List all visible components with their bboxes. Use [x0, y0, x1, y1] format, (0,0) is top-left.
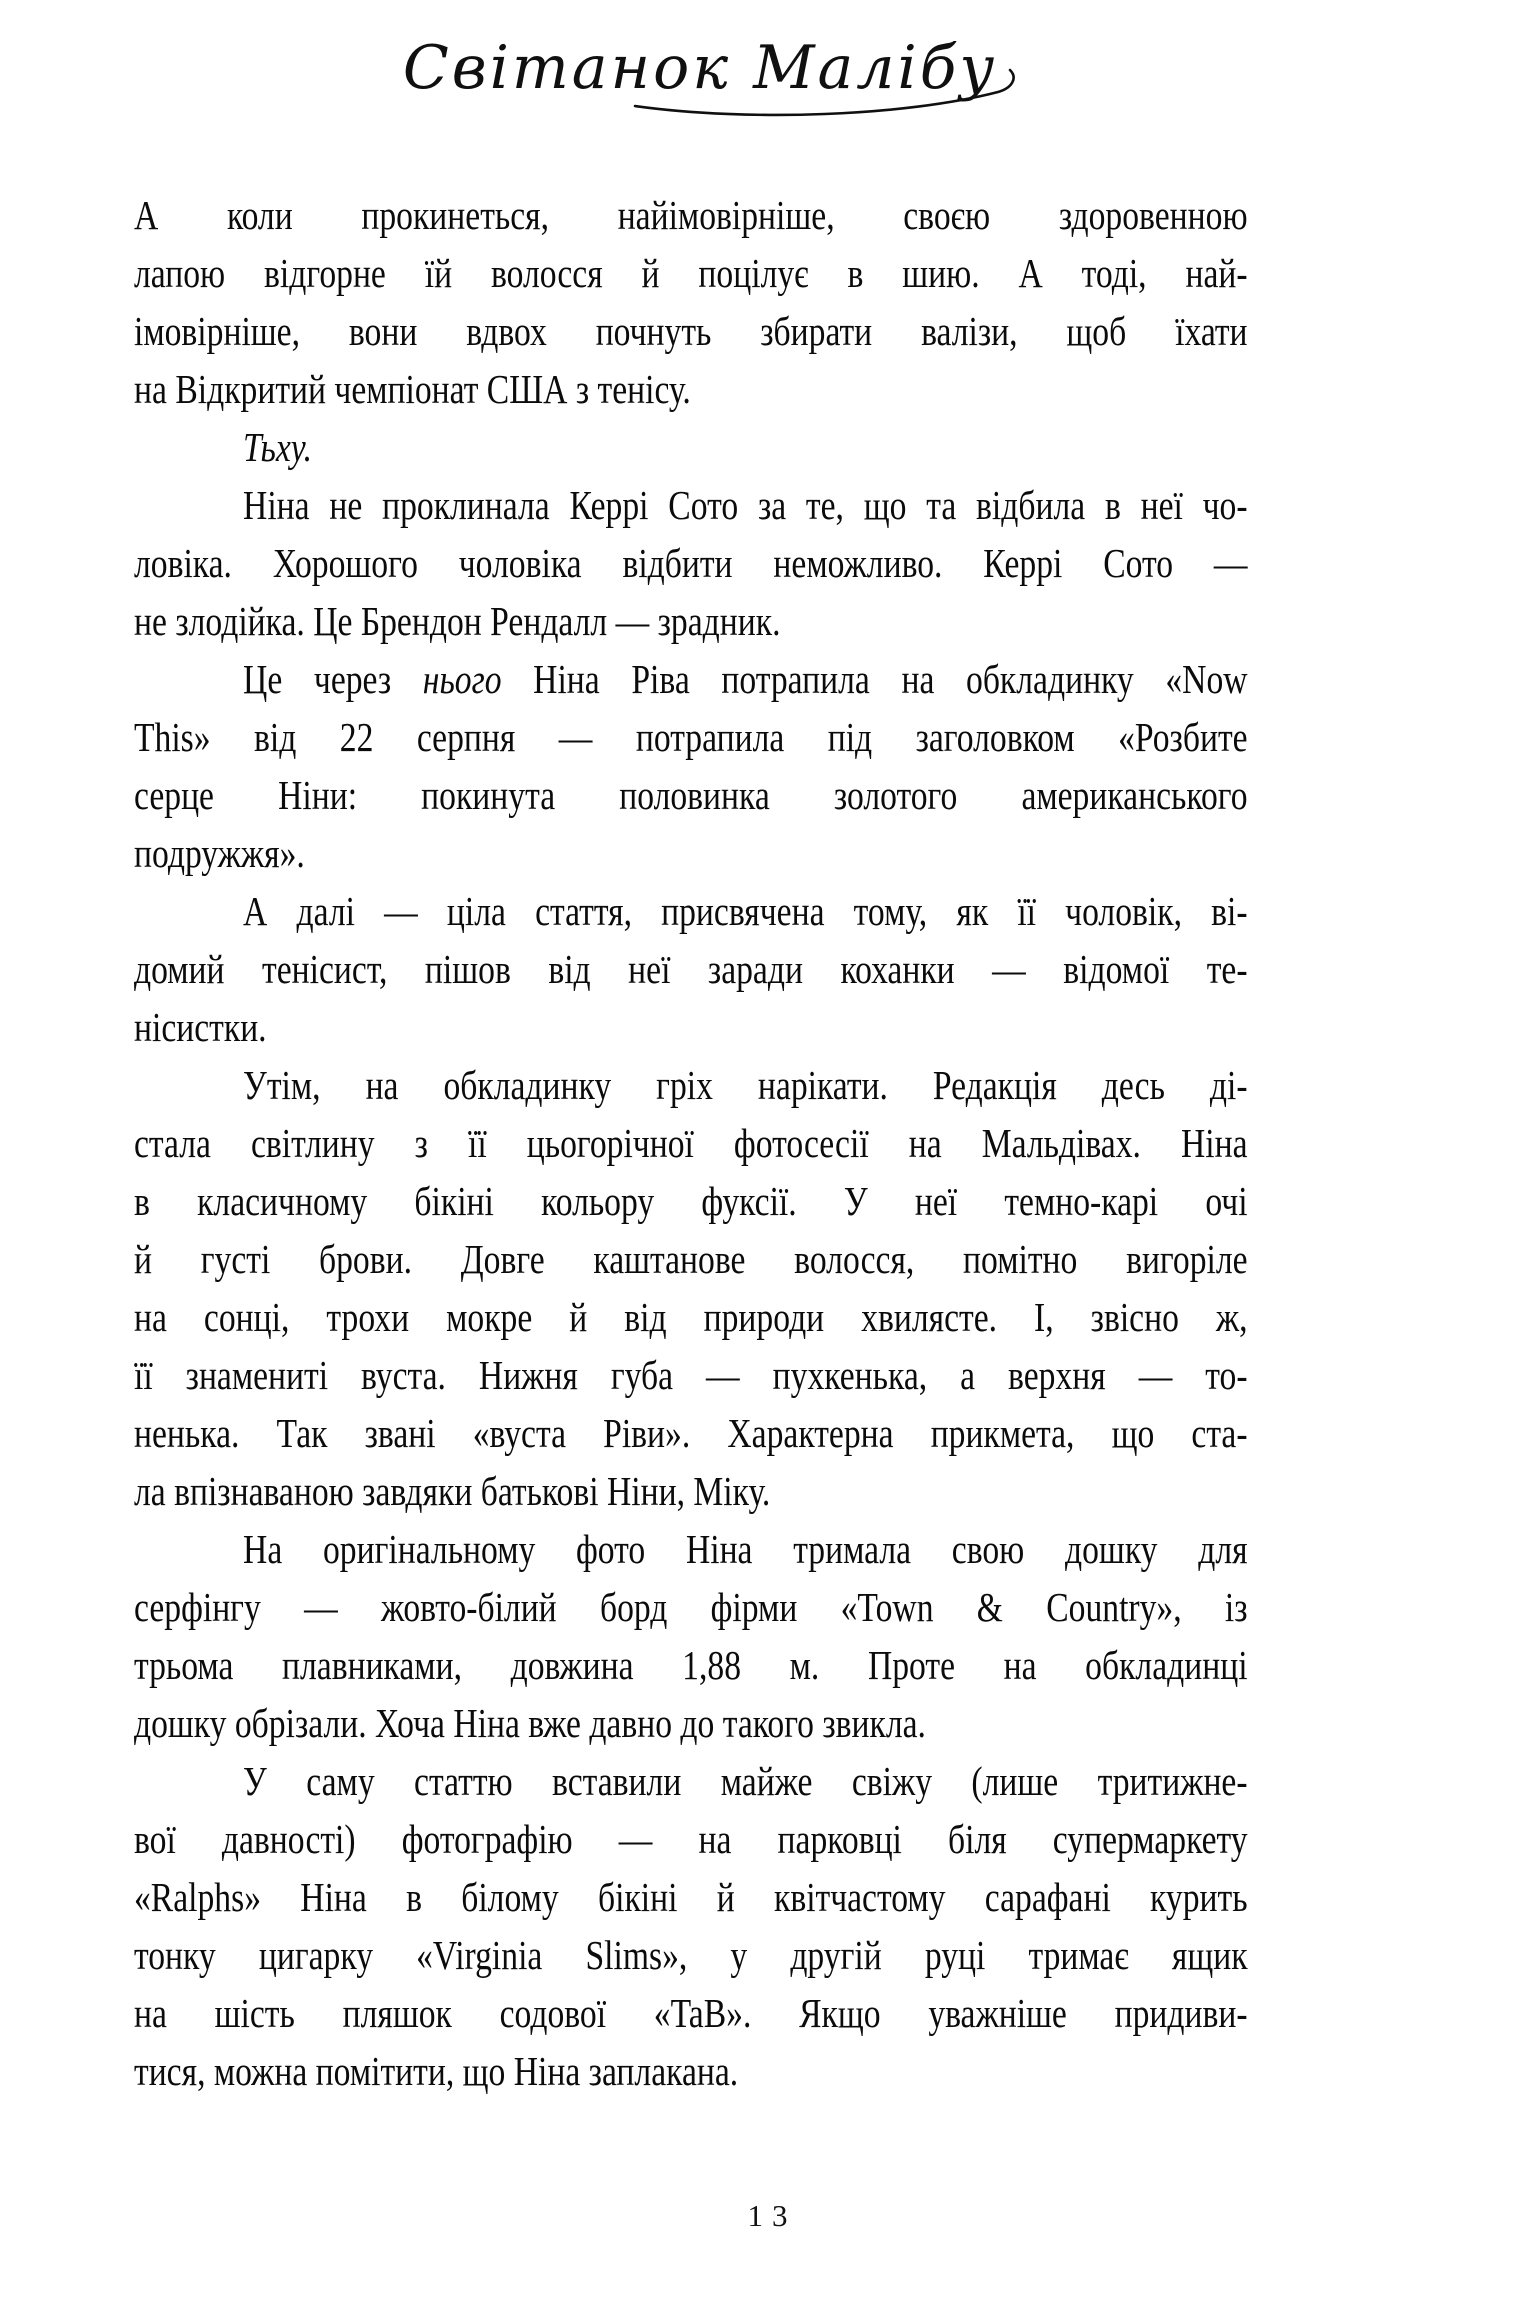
text-line: тонку цигарку «Virginia Slims», у другій руці тримає ящик [134, 1932, 1248, 1978]
text-line: ловіка. Хорошого чоловіка відбити неможливо. Керрі Сото — [134, 540, 1248, 586]
text-line: дошку обрізали. Хоча Ніна вже давно до такого звикла. [134, 1700, 926, 1746]
text-line: на сонці, трохи мокре й від природи хвилясте. І, звісно ж, [134, 1294, 1248, 1340]
text-line: У саму статтю вставили майже свіжу (лише тритижне- [243, 1758, 1248, 1804]
text-line: не злодійка. Це Брендон Рендалл — зрадник. [134, 598, 781, 644]
paragraph [134, 1056, 1248, 1520]
book-title-script-text: Світанок Малібу [402, 33, 998, 103]
text-line: нісистки. [134, 1004, 267, 1050]
body-text [134, 186, 1248, 2100]
text-line: На оригінальному фото Ніна тримала свою дошку для [243, 1526, 1248, 1572]
text-line: імовірніше, вони вдвох почнуть збирати валізи, щоб їхати [134, 308, 1248, 354]
text-line: й густі брови. Довге каштанове волосся, помітно вигоріле [134, 1236, 1248, 1282]
text-line: на Відкритий чемпіонат США з тенісу. [134, 366, 691, 412]
text-line: Тьху. [243, 424, 312, 470]
text-line: стала світлину з її цьогорічної фотосесії на Мальдівах. Ніна [134, 1120, 1248, 1166]
text-line: серце Ніни: покинута половинка золотого американського [134, 772, 1248, 818]
text-line: лапою відгорне їй волосся й поцілує в шию. А тоді, най- [134, 250, 1248, 296]
text-line: Ніна не проклинала Керрі Сото за те, що та відбила в неї чо- [243, 482, 1248, 528]
text-line: А далі — ціла стаття, присвячена тому, як її чоловік, ві- [243, 888, 1248, 934]
page-number: 13 [747, 2198, 797, 2233]
chapter-header-script [350, 14, 1050, 134]
text-line: трьома плавниками, довжина 1,88 м. Проте на обкладинці [134, 1642, 1248, 1688]
text-line: серфінгу — жовто-білий борд фірми «Town & Country», із [134, 1584, 1248, 1630]
text-line: подружжя». [134, 830, 305, 876]
paragraph [134, 882, 1248, 1056]
paragraph [134, 186, 1248, 418]
paragraph [134, 1752, 1248, 2100]
text-line: This» від 22 серпня — потрапила під заголовком «Розбите [134, 714, 1248, 760]
text-line: її знамениті вуста. Нижня губа — пухкенька, а верхня — то- [134, 1352, 1248, 1398]
paragraph [134, 476, 1248, 650]
text-line: «Ralphs» Ніна в білому бікіні й квітчастому сарафані курить [134, 1874, 1248, 1920]
text-line: тися, можна помітити, що Ніна заплакана. [134, 2048, 739, 2094]
paragraph [134, 650, 1248, 882]
paragraph [134, 418, 1248, 476]
text-line: ла впізнаваною завдяки батькові Ніни, Міку. [134, 1468, 771, 1514]
text-line: в класичному бікіні кольору фуксії. У неї темно-карі очі [134, 1178, 1248, 1224]
text-line: вої давності) фотографію — на парковці біля супермаркету [134, 1816, 1248, 1862]
text-line: А коли прокинеться, найімовірніше, своєю здоровенною [134, 192, 1248, 238]
text-line: ненька. Так звані «вуста Ріви». Характерна прикмета, що ста- [134, 1410, 1248, 1456]
text-line: на шість пляшок содової «TaB». Якщо уважніше придиви- [134, 1990, 1248, 2036]
text-line: Це через нього Ніна Ріва потрапила на обкладинку «Now [243, 656, 1248, 702]
italic-word: нього [422, 656, 502, 702]
paragraph [134, 1520, 1248, 1752]
text-line: Утім, на обкладинку гріх нарікати. Редакція десь ді- [243, 1062, 1248, 1108]
text-line: домий тенісист, пішов від неї заради коханки — відомої те- [134, 946, 1248, 992]
